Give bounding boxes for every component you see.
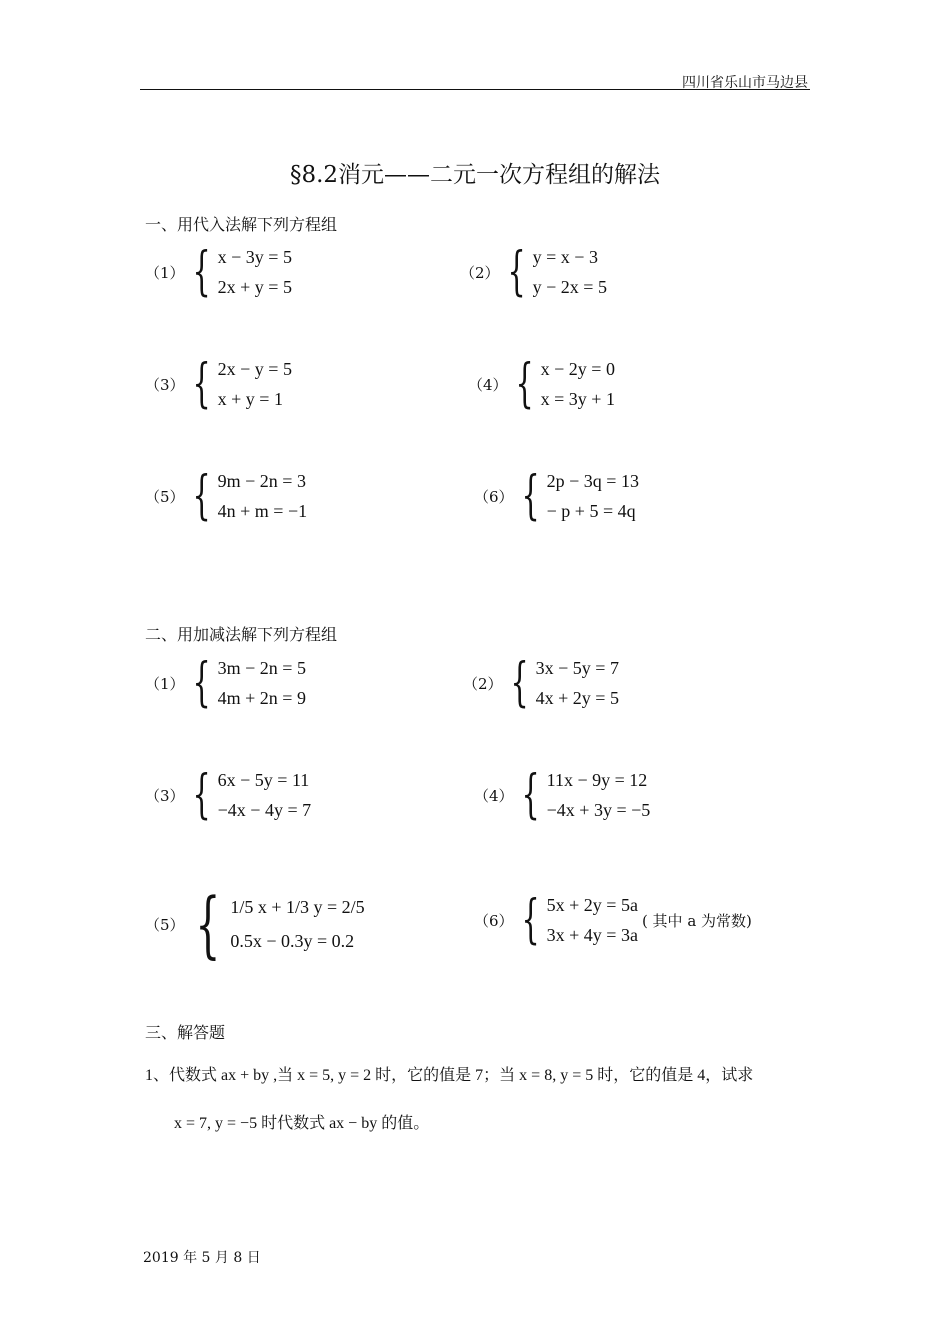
brace-icon: { (509, 653, 529, 713)
problem-number: （6） (474, 487, 514, 506)
s1-problem-1 (145, 242, 292, 302)
problem-number: （5） (145, 487, 185, 506)
section1-heading: 一、用代入法解下列方程组 (145, 215, 338, 234)
equation: 4m + 2n = 9 (217, 688, 306, 708)
s2-problem-5 (145, 882, 365, 966)
equation: x = 3y + 1 (540, 389, 615, 409)
brace-icon: { (191, 765, 211, 825)
brace-icon: { (514, 354, 534, 414)
equation: 0.5x − 0.3y = 0.2 (230, 931, 355, 951)
s2-problem-4 (474, 765, 651, 825)
problem-number: （3） (145, 786, 185, 805)
header-location: 四川省乐山市马边县 (682, 75, 808, 91)
problem-number: （5） (145, 915, 185, 934)
header-divider (140, 89, 810, 90)
s2-problem-1 (145, 653, 306, 713)
s1-problem-6 (474, 466, 639, 526)
problem-number: （2） (463, 674, 503, 693)
section2-heading: 二、用加减法解下列方程组 (145, 625, 338, 644)
section3-heading: 三、解答题 (145, 1023, 226, 1042)
constant-note: ( 其中 a 为常数) (641, 911, 752, 930)
question-1-line-1: 1、代数式 ax + by ,当 x = 5, y = 2 时，它的值是 7；当 x = 8, y = 5 时，它的值是 4，试求 (145, 1067, 754, 1084)
problem-number: （1） (145, 674, 185, 693)
equation: − p + 5 = 4q (546, 501, 636, 521)
equation: 3x − 5y = 7 (535, 658, 619, 678)
s1-problem-2 (460, 242, 607, 302)
problem-number: （3） (145, 375, 185, 394)
equation: 2x − y = 5 (217, 359, 292, 379)
equation: 5x + 2y = 5a (546, 895, 638, 915)
equation: 3m − 2n = 5 (217, 658, 306, 678)
equation: 6x − 5y = 11 (217, 770, 310, 790)
equation: 11x − 9y = 12 (546, 770, 648, 790)
s1-problem-3 (145, 354, 292, 414)
s2-problem-3 (145, 765, 312, 825)
equation: −4x − 4y = 7 (217, 800, 312, 820)
equation: 9m − 2n = 3 (217, 471, 306, 491)
equation: y − 2x = 5 (532, 277, 607, 297)
problem-number: （2） (460, 263, 500, 282)
equation: y = x − 3 (532, 247, 598, 267)
equation: −4x + 3y = −5 (546, 800, 651, 820)
brace-icon: { (520, 890, 540, 950)
equation: 2x + y = 5 (217, 277, 292, 297)
s2-problem-6 (474, 890, 752, 950)
brace-icon: { (520, 466, 540, 526)
problem-number: （6） (474, 911, 514, 930)
equation: 3x + 4y = 3a (546, 925, 638, 945)
question-1-line-2: x = 7, y = −5 时代数式 ax − by 的值。 (174, 1115, 430, 1132)
problem-number: （1） (145, 263, 185, 282)
footer-date: 2019 年 5 月 8 日 (143, 1250, 261, 1266)
brace-icon: { (194, 882, 221, 966)
equation: 2p − 3q = 13 (546, 471, 639, 491)
brace-icon: { (191, 354, 211, 414)
brace-icon: { (191, 466, 211, 526)
brace-icon: { (191, 242, 211, 302)
s1-problem-5 (145, 466, 308, 526)
equation: 4n + m = −1 (217, 501, 308, 521)
equation: x − 3y = 5 (217, 247, 292, 267)
equation: 1/5 x + 1/3 y = 2/5 (230, 897, 365, 917)
page-title: §8.2消元——二元一次方程组的解法 (289, 162, 661, 188)
equation: x − 2y = 0 (540, 359, 615, 379)
brace-icon: { (520, 765, 540, 825)
s2-problem-2 (463, 653, 619, 713)
equation: 4x + 2y = 5 (535, 688, 619, 708)
equation: x + y = 1 (217, 389, 283, 409)
s1-problem-4 (468, 354, 615, 414)
brace-icon: { (506, 242, 526, 302)
problem-number: （4） (474, 786, 514, 805)
brace-icon: { (191, 653, 211, 713)
problem-number: （4） (468, 375, 508, 394)
